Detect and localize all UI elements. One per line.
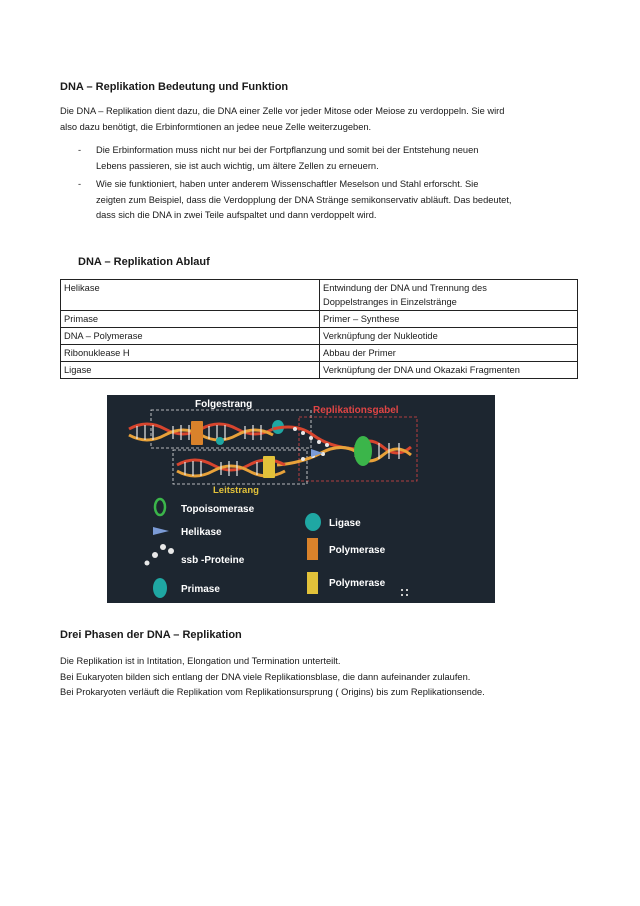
replication-figure [107,395,495,603]
bullet-dash: - [78,145,82,155]
label-leitstrang: Leitstrang [213,485,259,496]
legend-primase: Primase [181,584,220,595]
bullet-list [60,143,590,227]
function-cell: Primer – Synthese [320,311,578,328]
enzyme-cell: Ribonuklease H [61,345,320,362]
figure-background [107,395,495,603]
ssb-mark [216,437,224,445]
legend-primase-icon [153,578,167,598]
polymerase-yellow-mark [263,456,275,478]
legend-polymerase-orange-icon [307,538,318,560]
phases-line-1: Die Replikation ist in Intitation, Elongation und Termination unterteilt. [60,656,341,666]
legend-ssb: ssb -Proteine [181,555,245,566]
label-replikationsgabel: Replikationsgabel [313,405,399,416]
table-row [61,280,578,311]
label-folgestrang: Folgestrang [195,399,253,410]
legend-topoisomerase: Topoisomerase [181,504,255,515]
enzyme-cell: DNA – Polymerase [61,328,320,345]
function-cell: Abbau der Primer [320,345,578,362]
table-row [61,362,578,379]
legend-helikase: Helikase [181,527,222,538]
replication-diagram [107,395,495,603]
legend-polymerase-orange: Polymerase [329,545,386,556]
phases-line-2: Bei Eukaryoten bilden sich entlang der DNA viele Replikationsblase, die dann aufeinander zulaufen. [60,671,471,682]
enzyme-cell: Primase [61,311,320,328]
intro-line-2: also dazu benötigt, die Erbinformtionen an jedee neue Zelle weiterzugeben. [60,121,372,132]
phases-paragraph [60,654,600,701]
enzyme-cell: Ligase [61,362,320,379]
function-cell: Verknüpfung der DNA und Okazaki Fragmenten [320,362,578,379]
phases-line-3: Bei Prokaryoten verläuft die Replikation vom Replikationsursprung ( Origins) bis zum Replikationsende. [60,687,485,697]
table-row [61,328,578,345]
enzyme-table [60,279,578,379]
intro-paragraph [60,104,600,135]
table-row [61,311,578,328]
heading-ablauf: DNA – Replikation Ablauf [78,256,210,268]
bullet-line: Wie sie funktioniert, haben unter anderem Wissenschaftler Meselson und Stahl erforscht. Sie [96,179,479,189]
legend-ligase: Ligase [329,518,361,529]
topoisomerase-mark [354,436,372,466]
bullet-item [60,177,590,224]
function-cell [320,280,578,311]
heading-drei-phasen: Drei Phasen der DNA – Replikation [60,629,242,641]
enzyme-cell: Helikase [61,280,320,311]
polymerase-orange-mark [191,421,203,445]
heading-bedeutung-funktion: DNA – Replikation Bedeutung und Funktion [60,81,289,93]
function-line: Doppelstranges in Einzelstränge [323,297,457,307]
bullet-line: Lebens passieren, sie ist auch wichtig, um ältere Zellen zu erneuern. [96,160,379,171]
function-cell: Verknüpfung der Nukleotide [320,328,578,345]
function-line: Entwindung der DNA und Trennung des [323,283,487,293]
bullet-line: Die Erbinformation muss nicht nur bei der Fortpflanzung und somit bei der Entstehung neuen [96,145,479,155]
bullet-line: dass sich die DNA in zwei Teile aufspaltet und dann verdoppelt wird. [96,210,377,220]
bullet-dash: - [78,179,82,189]
legend-polymerase-yellow-icon [307,572,318,594]
bullet-line: zeigten zum Beispiel, dass die Verdopplung der DNA Stränge semikonservativ abläuft. Das bedeutet, [96,194,512,205]
intro-line-1: Die DNA – Replikation dient dazu, die DNA einer Zelle vor jeder Mitose oder Meiose zu verdoppeln. Sie wird [60,106,505,116]
legend-polymerase-yellow: Polymerase [329,578,386,589]
legend-ligase-icon [305,513,321,531]
bullet-item [60,143,590,174]
table-row [61,345,578,362]
